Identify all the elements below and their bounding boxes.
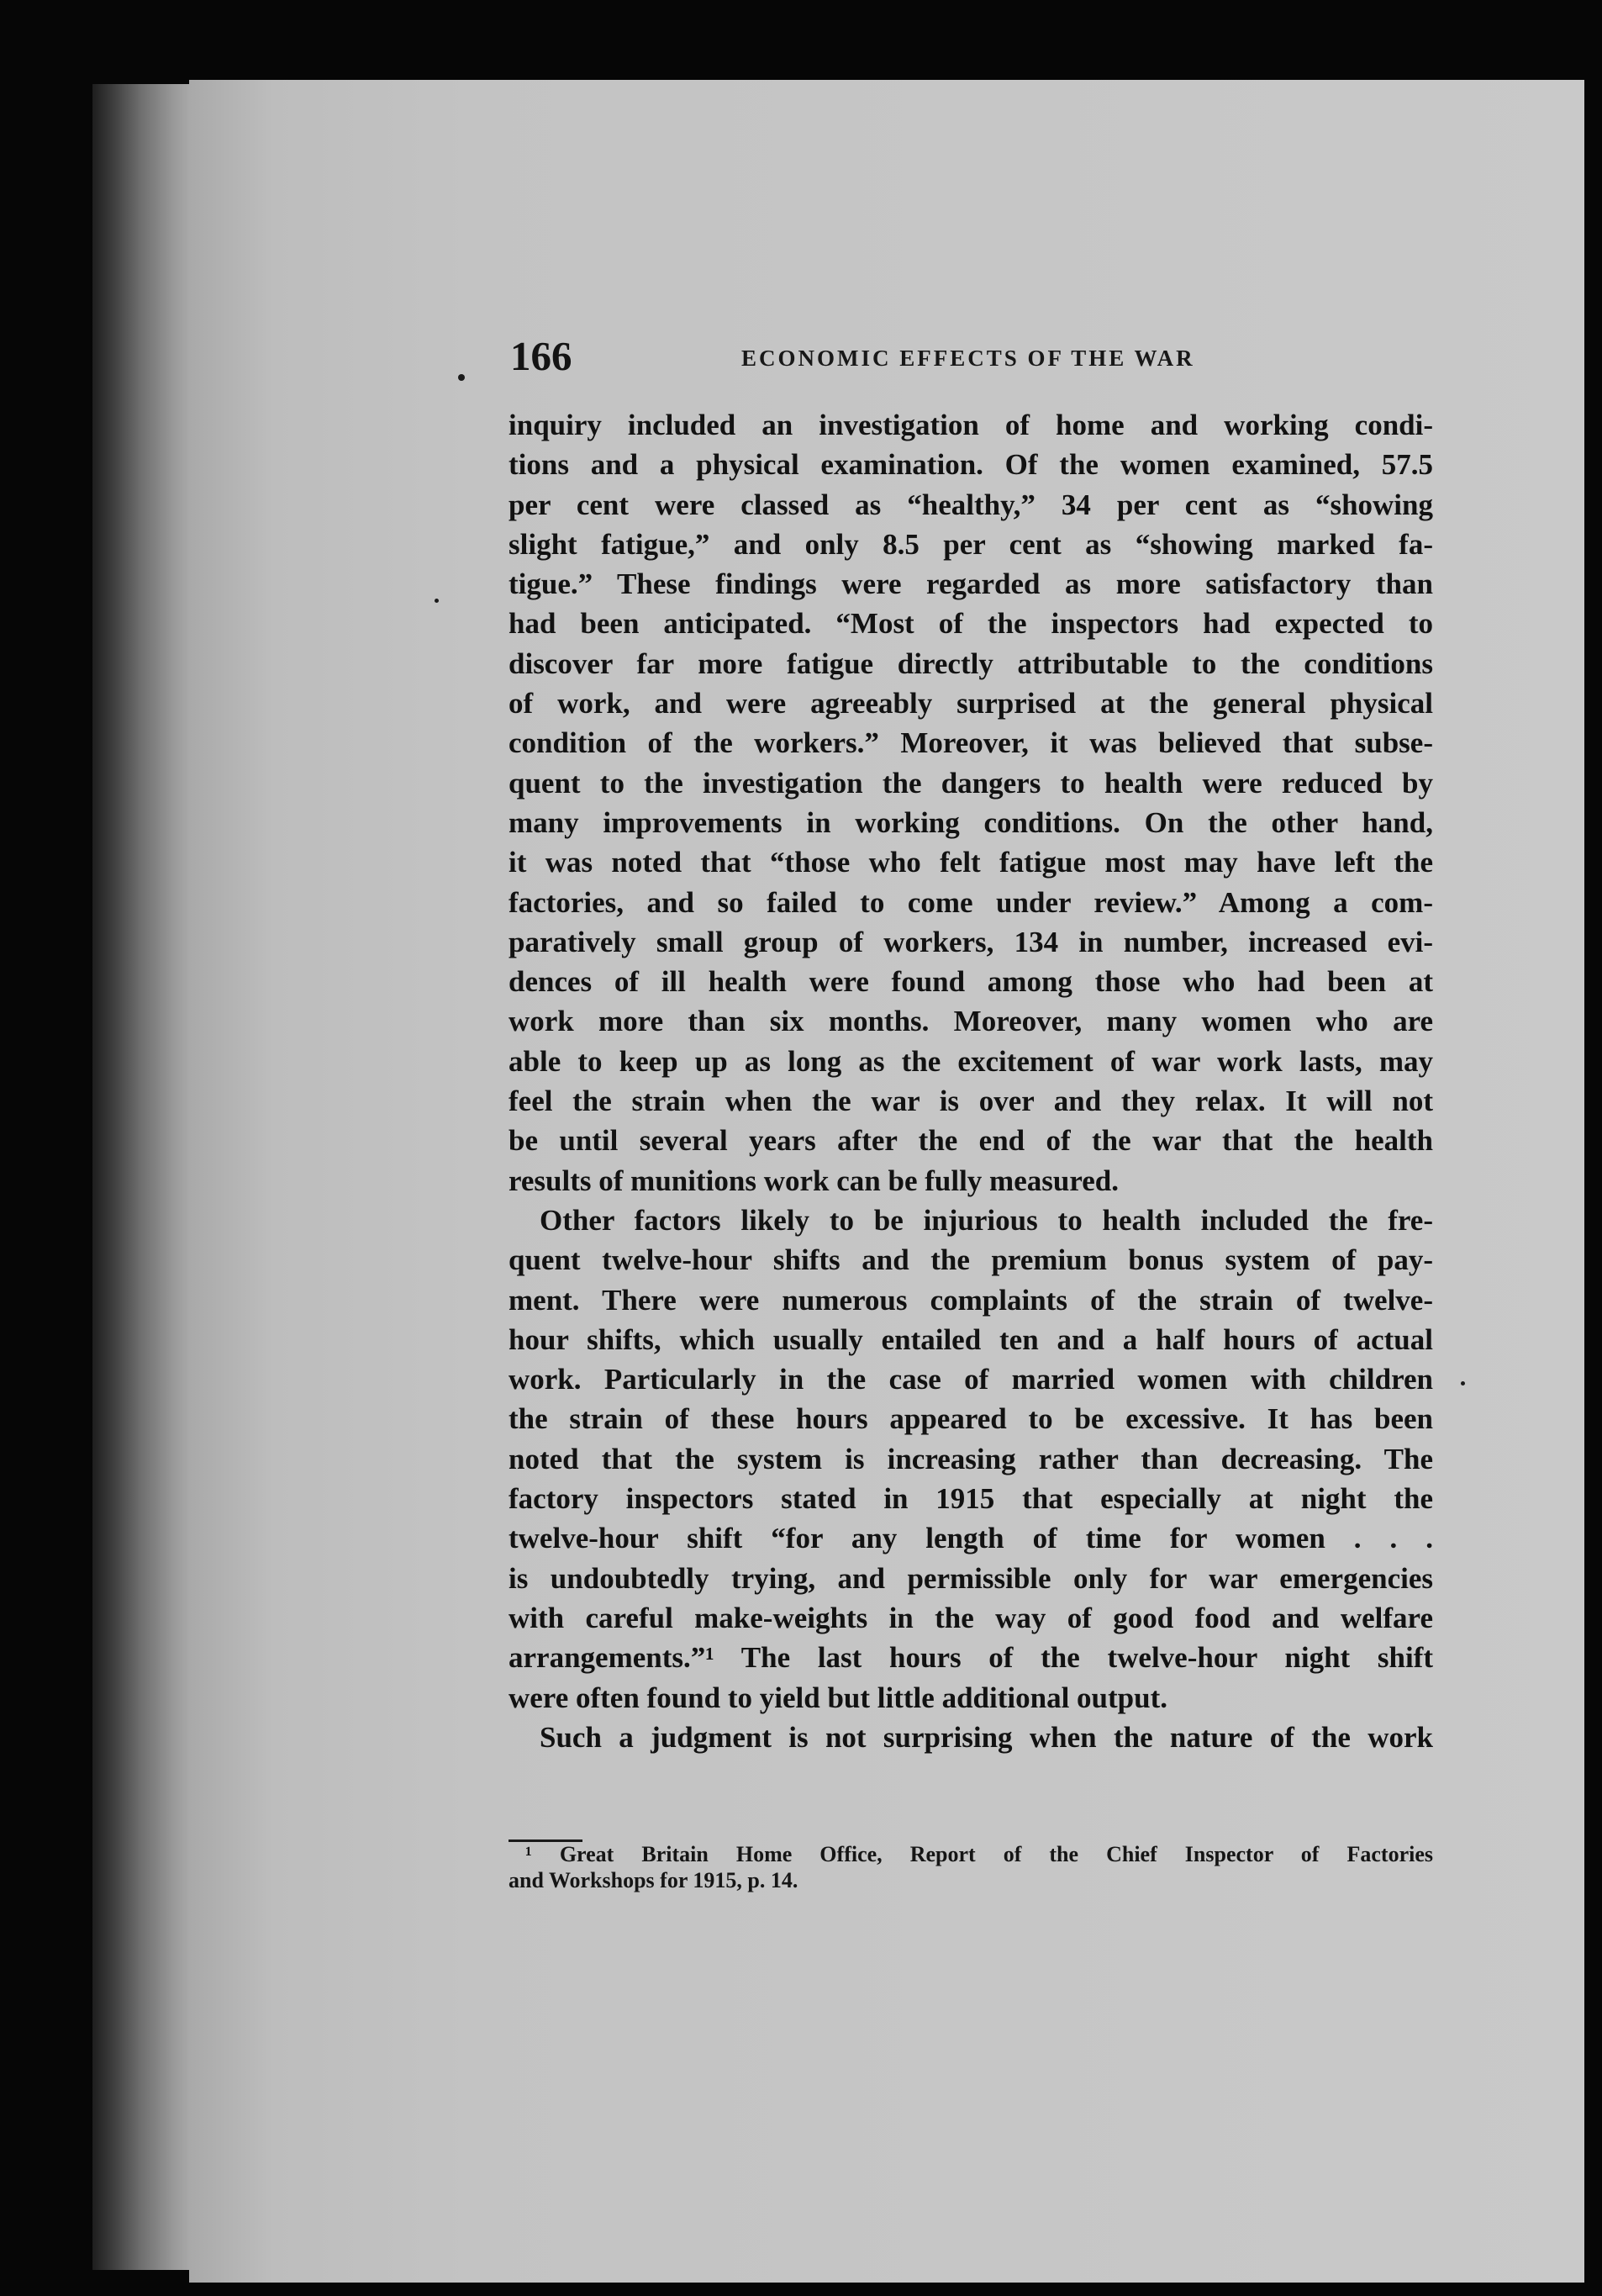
body-text	[509, 405, 1433, 1757]
text-line: discover far more fatigue directly attributable to the conditions	[509, 647, 1433, 680]
text-line: inquiry included an investigation of home and working condi-	[509, 409, 1433, 441]
text-line: Such a judgment is not surprising when the nature of the work	[540, 1720, 1433, 1754]
text-line: factories, and so failed to come under review.” Among a com-	[509, 885, 1433, 919]
text-line: noted that the system is increasing rather than decreasing. The	[509, 1442, 1433, 1475]
text-line: had been anticipated. “Most of the inspectors had expected to	[509, 607, 1433, 641]
text-line: feel the strain when the war is over and they relax. It will not	[509, 1085, 1433, 1118]
footnote-line: and Workshops for 1915, p. 14.	[509, 1868, 798, 1892]
text-line: tions and a physical examination. Of the women examined, 57.5	[509, 448, 1433, 482]
scan-speck	[435, 599, 439, 603]
text-line: tigue.” These findings were regarded as more satisfactory than	[509, 567, 1433, 601]
text-line: ment. There were numerous complaints of the strain of twelve-	[509, 1283, 1433, 1317]
text-line: factory inspectors stated in 1915 that especially at night the	[509, 1482, 1433, 1516]
text-line: many improvements in working conditions. On the other hand,	[509, 805, 1433, 839]
scan-speck	[1461, 1381, 1465, 1386]
text-line: is undoubtedly trying, and permissible only for war emergencies	[509, 1561, 1433, 1595]
text-line: arrangements.”¹ The last hours of the twelve-hour night shift	[509, 1641, 1433, 1675]
text-line: slight fatigue,” and only 8.5 per cent as “showing marked fa-	[509, 527, 1433, 561]
text-line: Other factors likely to be injurious to health included the fre-	[540, 1203, 1433, 1237]
running-title: ECONOMIC EFFECTS OF THE WAR	[741, 346, 1195, 371]
text-line: with careful make-weights in the way of good food and welfare	[509, 1601, 1433, 1634]
text-line: work. Particularly in the case of married women with children	[509, 1363, 1433, 1396]
running-head	[458, 332, 1433, 391]
text-line: the strain of these hours appeared to be excessive. It has been	[509, 1402, 1433, 1436]
text-line: of work, and were agreeably surprised at the general physical	[509, 687, 1433, 720]
text-line: it was noted that “those who felt fatigue most may have left the	[509, 846, 1433, 879]
text-line: dences of ill health were found among those who had been at	[509, 965, 1433, 999]
text-line: quent to the investigation the dangers to health were reduced by	[509, 766, 1433, 800]
text-line: twelve-hour shift “for any length of time for women . . .	[509, 1522, 1433, 1555]
text-line: paratively small group of workers, 134 in number, increased evi-	[509, 925, 1433, 958]
text-line: were often found to yield but little additional output.	[509, 1681, 1167, 1714]
page-number: 166	[510, 333, 572, 379]
text-line: be until several years after the end of the war that the health	[509, 1124, 1433, 1158]
text-line: able to keep up as long as the excitement of war work lasts, may	[509, 1044, 1433, 1078]
text-line: per cent were classed as “healthy,” 34 per cent as “showing	[509, 488, 1433, 521]
text-line: quent twelve-hour shifts and the premium bonus system of pay-	[509, 1243, 1433, 1277]
text-line: hour shifts, which usually entailed ten and a half hours of actual	[509, 1322, 1433, 1356]
footnote-line: ¹ Great Britain Home Office, Report of the Chief Inspector of Factories	[525, 1842, 1433, 1866]
text-line: condition of the workers.” Moreover, it was believed that subse-	[509, 726, 1433, 760]
text-line: work more than six months. Moreover, many women who are	[509, 1005, 1433, 1038]
book-spine	[92, 84, 202, 2270]
footnote	[509, 1841, 1433, 1893]
text-line: results of munitions work can be fully measured.	[509, 1164, 1119, 1197]
